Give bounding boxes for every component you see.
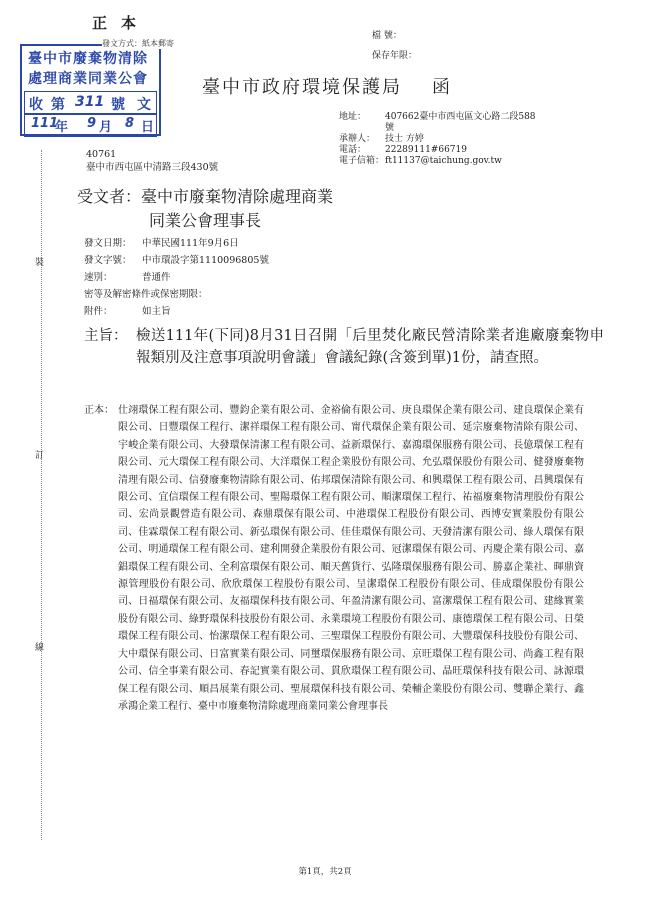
phone-value: 22289111#66719: [385, 145, 467, 155]
meta-value: 中市環設字第1110096805號: [142, 255, 269, 266]
meta-row: [84, 252, 269, 269]
binding-mark-top: 裝: [35, 258, 45, 268]
meta-row: [84, 303, 269, 320]
address-label: 地址：: [339, 112, 367, 122]
stamp-org-line1: 臺中市廢棄物清除: [28, 51, 148, 67]
stamp-org-line2: 處理商業同業公會: [28, 71, 148, 87]
address-value: 407662臺中市西屯區文心路二段588: [385, 112, 536, 122]
recipient-line2: 同業公會理事長: [149, 211, 262, 230]
recipient-line1: 臺中市廢棄物清除處理商業: [141, 187, 334, 206]
recipient-label: 受文者：: [77, 187, 142, 206]
meta-value: 普通件: [142, 272, 171, 283]
stamp-date-year: 111: [31, 116, 59, 131]
stamp-receipt-number-box: [24, 91, 157, 115]
binding-mark-bottom: 線: [35, 643, 45, 653]
document-meta: [84, 235, 269, 320]
phone-label: 電話：: [339, 145, 367, 155]
email-label: 電子信箱：: [339, 156, 385, 166]
document-kind: 函: [432, 77, 452, 98]
stamp-receipt-label: 收: [29, 97, 43, 113]
meta-label: 發文字號：: [84, 255, 132, 266]
meta-label: 速別：: [84, 272, 113, 283]
handler-label: 承辦人：: [339, 134, 376, 144]
dispatch-method-note: 發文方式：紙本郵寄: [102, 39, 174, 48]
meta-value: 如主旨: [142, 306, 171, 317]
stamp-receipt-end: 文: [137, 97, 151, 113]
stamp-receipt-number: 311: [75, 94, 105, 110]
postal-code: 40761: [86, 149, 117, 160]
meta-row: [84, 286, 269, 303]
issuing-agency-title: [202, 73, 452, 99]
stamp-date-month: 9: [87, 116, 97, 131]
meta-label: 附件：: [84, 306, 113, 317]
distribution-text: 仕翊環保工程有限公司、豐鈞企業有限公司、金裕倫有限公司、庚良環保企業有限公司、建良環保企業有限公司、日豐環保工程行、潔祥環保工程有限公司、甯代環保企業有限公司、延宗廢棄物清除有限公司、宇峻企業有限公司、大發環保清潔工程有限公司、益新環保行、嘉鴻環保服務有限公司、長億環保工程有限公司、元大環保工程有限公司、大洋環保工程企業股份有限公司、允弘環保股份有限公司、健發廢棄物清理有限公司、信發廢棄物清除有限公司、佑邦環保清除有限公司、和興環保工程有限公司、昌興環保有限公司、宜信環保工程有限公司、聖陽環保工程有限公司、順潔環保工程行、祐福廢棄物清理股份有限公司、宏尚景觀營造有限公司、森鼎環保有限公司、中港環保工程股份有限公司、西博安實業股份有限公司、佳霖環保工程有限公司、新弘環保有限公司、佳佳環保有限公司、天發清潔有限公司、綠人環保有限公司、明通環保工程有限公司、建利開發企業股份有限公司、冠潔環保有限公司、丙慶企業有限公司、嘉錩環保工程有限公司、全利富環保有限公司、順天舊貨行、弘隆環保服務有限公司、勝嘉企業社、暉鼎資源管理股份有限公司、欣欣環保工程股份有限公司、呈潔環保工程股份有限公司、佳成環保股份有限公司、日福環保有限公司、友福環保科技有限公司、年盈清潔有限公司、富潔環保工程有限公司、建緣實業股份有限公司、綠野環保科技股份有限公司、永業環境工程股份有限公司、康德環保工程有限公司、日榮環保工程有限公司、怡潔環保工程有限公司、三聖環保工程股份有限公司、大豐環保科技股份有限公司、大中環保有限公司、日富實業有限公司、同璽環保服務有限公司、京旺環保工程有限公司、尚鑫工程有限公司、信全事業有限公司、春記實業有限公司、貫欣環保工程有限公司、晶旺環保科技有限公司、詠源環保工程有限公司、順昌展業有限公司、聖展環保科技有限公司、榮輔企業股份有限公司、雙聯企業行、鑫承鴻企業工程行、臺中市廢棄物清除處理商業同業公會理事長: [118, 405, 584, 712]
mailing-address: 臺中市西屯區中清路三段430號: [86, 162, 219, 173]
meta-value: 中華民國111年9月6日: [142, 238, 239, 249]
document-copy-type: 正本: [92, 14, 151, 32]
distribution-label: 正本：: [84, 405, 114, 416]
meta-row: [84, 269, 269, 286]
stamp-date-month-suffix: 月: [99, 120, 113, 135]
receipt-stamp: [20, 39, 174, 136]
recipient-block: [77, 185, 333, 233]
stamp-receipt-suffix: 號: [111, 97, 125, 113]
recipient-mailing-address: [86, 148, 218, 174]
meta-label: 發文日期：: [84, 238, 132, 249]
stamp-date-day: 8: [125, 116, 135, 131]
file-number-label: 檔 號：: [372, 31, 402, 41]
email-value: ft11137@taichung.gov.tw: [385, 156, 502, 166]
meta-label: 密等及解密條件或保密期限：: [84, 289, 208, 300]
subject-label: 主旨：: [84, 328, 128, 344]
page-number: 第1頁，共2頁: [298, 867, 352, 877]
subject-block: [84, 325, 604, 369]
stamp-date-day-suffix: 日: [141, 120, 155, 135]
contact-info: [339, 112, 536, 167]
stamp-date-year-suffix: 年: [55, 120, 69, 135]
retention-period-label: 保存年限：: [372, 51, 418, 61]
binding-mark-middle: 訂: [35, 451, 45, 461]
binding-line: [41, 150, 42, 840]
handler-value: 技士 方婷: [385, 134, 424, 144]
address-continuation: 號: [385, 123, 395, 133]
subject-text: 檢送111年(下同)8月31日召開「后里焚化廠民營清除業者進廠廢棄物申報類別及注意事項說明會議」會議紀錄(含簽到單)1份，請查照。: [136, 328, 604, 366]
distribution-list: [84, 402, 584, 715]
agency-name: 臺中市政府環境保護局: [202, 77, 402, 98]
stamp-receipt-word: 第: [51, 97, 65, 113]
archive-fields: [372, 26, 417, 66]
meta-row: [84, 235, 269, 252]
stamp-receipt-date-box: [24, 113, 157, 137]
